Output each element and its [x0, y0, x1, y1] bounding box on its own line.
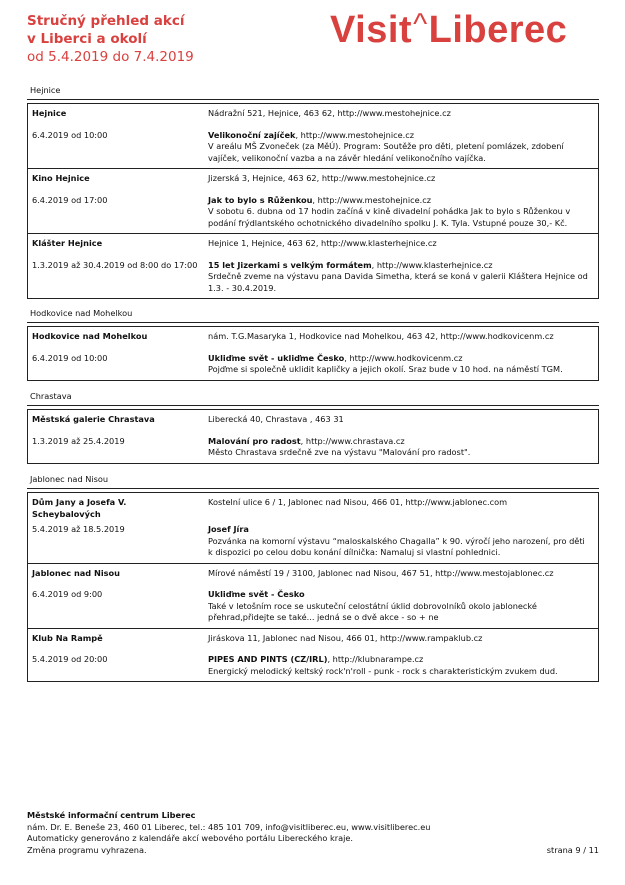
venue-block: [28, 493, 598, 564]
event-description: V sobotu 6. dubna od 17 hodin začíná v kině divadelní pohádka Jak to bylo s Růženkou v podání frýdlantského ochotnického divadelního spolku J. K. Tyla. Vstupné pouze 30,- Kč.: [208, 206, 571, 228]
venue-block: [28, 104, 598, 169]
event-description: Energický melodický keltský rock'n'roll - punk - rock s charakteristickým zvukem dud.: [208, 665, 558, 676]
title-line-2: v Liberci a okolí: [27, 31, 147, 47]
section-label: Hodkovice nad Mohelkou: [27, 308, 599, 323]
venue-name: Jablonec nad Nisou: [32, 567, 120, 578]
venue-block: [28, 410, 598, 463]
event-description: Také v letošním roce se uskuteční celostátní úklid dobrovolníků okolo jablonecké přehrad,přidejte se také... jedná se o dvě akce - so + ne: [208, 600, 537, 622]
event-name: Jak to bylo s Růženkou: [208, 194, 313, 205]
section-label: Chrastava: [27, 391, 599, 406]
venue-address: Nádražní 521, Hejnice, 463 62, http://www.mestohejnice.cz: [208, 108, 451, 118]
venue-name: Hodkovice nad Mohelkou: [32, 331, 148, 341]
footer-note-changes: Změna programu vyhrazena.: [27, 844, 147, 855]
title-line-1: Stručný přehled akcí: [27, 13, 185, 29]
page-number: strana 9 / 11: [546, 844, 599, 855]
venue-name: Klub Na Rampě: [32, 632, 103, 643]
logo-liberec: Liberec: [428, 9, 568, 51]
event-description: Pojďme si společně uklidit kapličky a jejich okolí. Sraz bude v 10 hod. na náměstí TGM.: [208, 364, 563, 374]
section-label: Hejnice: [27, 85, 599, 100]
event-date: 6.4.2019 od 10:00: [32, 129, 108, 140]
event-name: Ukliďme svět - ukliďme Česko: [208, 352, 345, 363]
event-date: 1.3.2019 až 30.4.2019 od 8:00 do 17:00: [32, 259, 198, 270]
venue-block: [28, 564, 598, 629]
logo-caret: ^: [413, 8, 428, 41]
venue-address: Hejnice 1, Hejnice, 463 62, http://www.klasterhejnice.cz: [208, 238, 437, 248]
event-url: , http://www.chrastava.cz: [300, 435, 405, 446]
section-hodkovice: [27, 308, 599, 381]
venue-name: Dům Jany a Josefa V. Scheybalových: [32, 497, 127, 519]
section-hejnice: [27, 85, 599, 299]
event-name: Malování pro radost: [208, 435, 301, 446]
event-date: 1.3.2019 až 25.4.2019: [32, 435, 125, 446]
event-name: PIPES AND PINTS (CZ/IRL): [208, 654, 328, 664]
event-url: , http://www.klasterhejnice.cz: [371, 259, 493, 270]
event-url: , http://klubnarampe.cz: [327, 654, 424, 664]
event-date: 5.4.2019 od 20:00: [32, 654, 108, 664]
event-url: , http://www.hodkovicenm.cz: [344, 352, 463, 363]
visit-liberec-logo: [330, 10, 567, 53]
venue-name: Kino Hejnice: [32, 173, 90, 183]
event-description: Srdečně zveme na výstavu pana Davida Simetha, která se koná v galerii Kláštera Hejnice od 1.3. - 30.4.2019.: [208, 271, 588, 293]
venue-name: Klášter Hejnice: [32, 238, 103, 248]
event-url: , http://www.mestohejnice.cz: [295, 129, 415, 140]
venue-address: Jiráskova 11, Jablonec nad Nisou, 466 01, http://www.rampaklub.cz: [208, 632, 483, 643]
event-description: V areálu MŠ Zvoneček (za MěÚ). Program: Soutěže pro děti, pletení pomlázek, zdobení vajíček, velikonoční vazba a na závěr hledání velikonočního vajíčka.: [208, 141, 564, 163]
footer-note-generated: Automaticky generováno z kalendáře akcí webového portálu Libereckého kraje.: [27, 833, 354, 843]
venue-address: Jizerská 3, Hejnice, 463 62, http://www.mestohejnice.cz: [208, 173, 436, 183]
event-date: 6.4.2019 od 10:00: [32, 352, 108, 363]
date-range: od 5.4.2019 do 7.4.2019: [27, 49, 194, 65]
event-name: Ukliďme svět - Česko: [208, 589, 305, 599]
venue-box: [27, 409, 599, 464]
venue-name: Hejnice: [32, 108, 67, 118]
event-date: 6.4.2019 od 9:00: [32, 589, 103, 599]
venue-box: [27, 326, 599, 381]
event-description: Pozvánka na komorní výstavu “maloskalského Chagalla” k 90. výročí jeho narození, pro děti k dispozici po celou dobu konání dílnička: Namaluj si vlastní pohlednici.: [208, 535, 585, 557]
event-name: Velikonoční zajíček: [208, 129, 296, 140]
event-date: 5.4.2019 až 18.5.2019: [32, 524, 125, 534]
venue-box: [27, 103, 599, 299]
section-jablonec: [27, 474, 599, 682]
section-chrastava: [27, 391, 599, 464]
section-label: Jablonec nad Nisou: [27, 474, 599, 489]
venue-address: Kostelní ulice 6 / 1, Jablonec nad Nisou, 466 01, http://www.jablonec.com: [208, 497, 508, 507]
event-description: Město Chrastava srdečně zve na výstavu "Malování pro radost".: [208, 447, 471, 457]
event-name: Josef Jíra: [208, 524, 249, 534]
event-url: , http://www.mestohejnice.cz: [312, 194, 432, 205]
page-title: [27, 12, 194, 66]
venue-block: [28, 327, 598, 380]
venue-name: Městská galerie Chrastava: [32, 414, 155, 424]
venue-address: Liberecká 40, Chrastava , 463 31: [208, 414, 344, 424]
venue-block: [28, 169, 598, 234]
venue-address: Mírové náměstí 19 / 3100, Jablonec nad Nisou, 467 51, http://www.mestojablonec.cz: [208, 567, 554, 578]
venue-address: nám. T.G.Masaryka 1, Hodkovice nad Mohelkou, 463 42, http://www.hodkovicenm.cz: [208, 331, 554, 341]
venue-block: [28, 629, 598, 682]
footer-organization: Městské informační centrum Liberec: [27, 810, 196, 820]
logo-visit: Visit: [330, 9, 413, 51]
footer-address: nám. Dr. E. Beneše 23, 460 01 Liberec, tel.: 485 101 709, info@visitliberec.eu, www.visitliberec.eu: [27, 821, 431, 832]
event-date: 6.4.2019 od 17:00: [32, 194, 108, 205]
venue-box: [27, 492, 599, 682]
venue-block: [28, 234, 598, 298]
page-footer: [27, 810, 599, 856]
event-name: 15 let Jizerkami s velkým formátem: [208, 259, 372, 270]
